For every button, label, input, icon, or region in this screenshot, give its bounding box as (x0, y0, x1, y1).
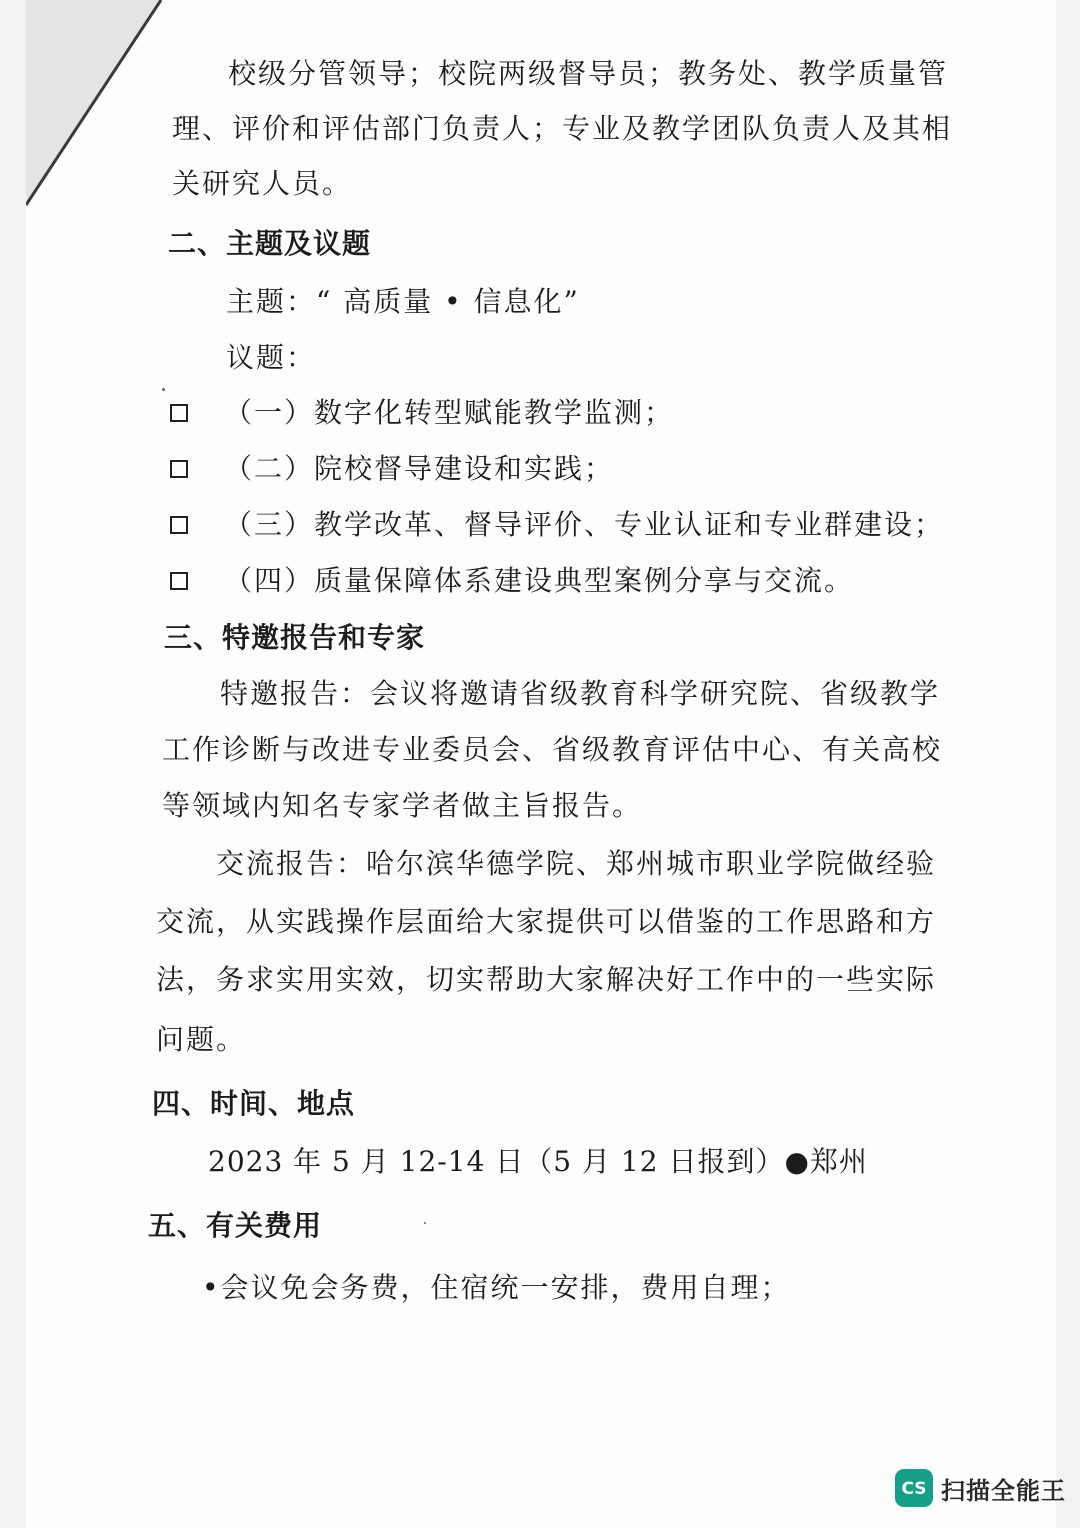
scan-speck (162, 388, 165, 391)
section-heading-time-place: 四、时间、地点 (152, 1087, 356, 1120)
topic-item-2: （二）院校督导建设和实践； (224, 452, 615, 485)
intro-line-1: 校级分管领导；校院两级督导员；教务处、教学质量管 (228, 57, 949, 90)
topic-item-1: （一）数字化转型赋能教学监测； (224, 396, 675, 429)
watermark-text: 扫描全能王 (941, 1476, 1066, 1505)
section-heading-keynotes: 三、特邀报告和专家 (164, 621, 426, 654)
keynote-line-2: 工作诊断与改进专业委员会、省级教育评估中心、有关高校 (162, 733, 943, 766)
intro-line-2: 理、评价和评估部门负责人；专业及教学团队负责人及其相 (172, 112, 953, 145)
time-place-line: 2023 年 5 月 12-14 日（5 月 12 日报到）●郑州 (208, 1145, 868, 1178)
scanner-watermark (895, 1468, 1066, 1508)
topics-label: 议题： (226, 341, 317, 374)
checkbox-icon (170, 404, 188, 422)
exchange-line-1: 交流报告：哈尔滨华德学院、郑州城市职业学院做经验 (216, 847, 937, 880)
keynote-line-1: 特邀报告：会议将邀请省级教育科学研究院、省级教学 (220, 677, 941, 710)
fees-line: •会议免会务费，住宿统一安排，费用自理； (202, 1271, 791, 1304)
keynote-line-3: 等领域内知名专家学者做主旨报告。 (162, 789, 643, 822)
camscanner-logo-icon (895, 1469, 933, 1507)
section-heading-topics: 二、主题及议题 (168, 227, 372, 260)
topic-item-3: （三）教学改革、督导评价、专业认证和专业群建设； (224, 508, 945, 541)
scan-speck (424, 1222, 426, 1224)
section-heading-fees: 五、有关费用 (148, 1209, 323, 1242)
intro-line-3: 关研究人员。 (172, 167, 353, 200)
logo-text: CS (901, 1479, 927, 1499)
page-fold-shadow (26, 0, 176, 210)
exchange-line-2: 交流，从实践操作层面给大家提供可以借鉴的工作思路和方 (156, 905, 937, 938)
topic-item-4: （四）质量保障体系建设典型案例分享与交流。 (224, 564, 855, 597)
theme-line: 主题：“ 高质量 • 信息化” (226, 285, 580, 318)
scanned-page (26, 0, 1056, 1528)
exchange-line-4: 问题。 (156, 1023, 247, 1056)
checkbox-icon (170, 516, 188, 534)
checkbox-icon (170, 572, 188, 590)
exchange-line-3: 法，务求实用实效，切实帮助大家解决好工作中的一些实际 (156, 963, 937, 996)
checkbox-icon (170, 460, 188, 478)
